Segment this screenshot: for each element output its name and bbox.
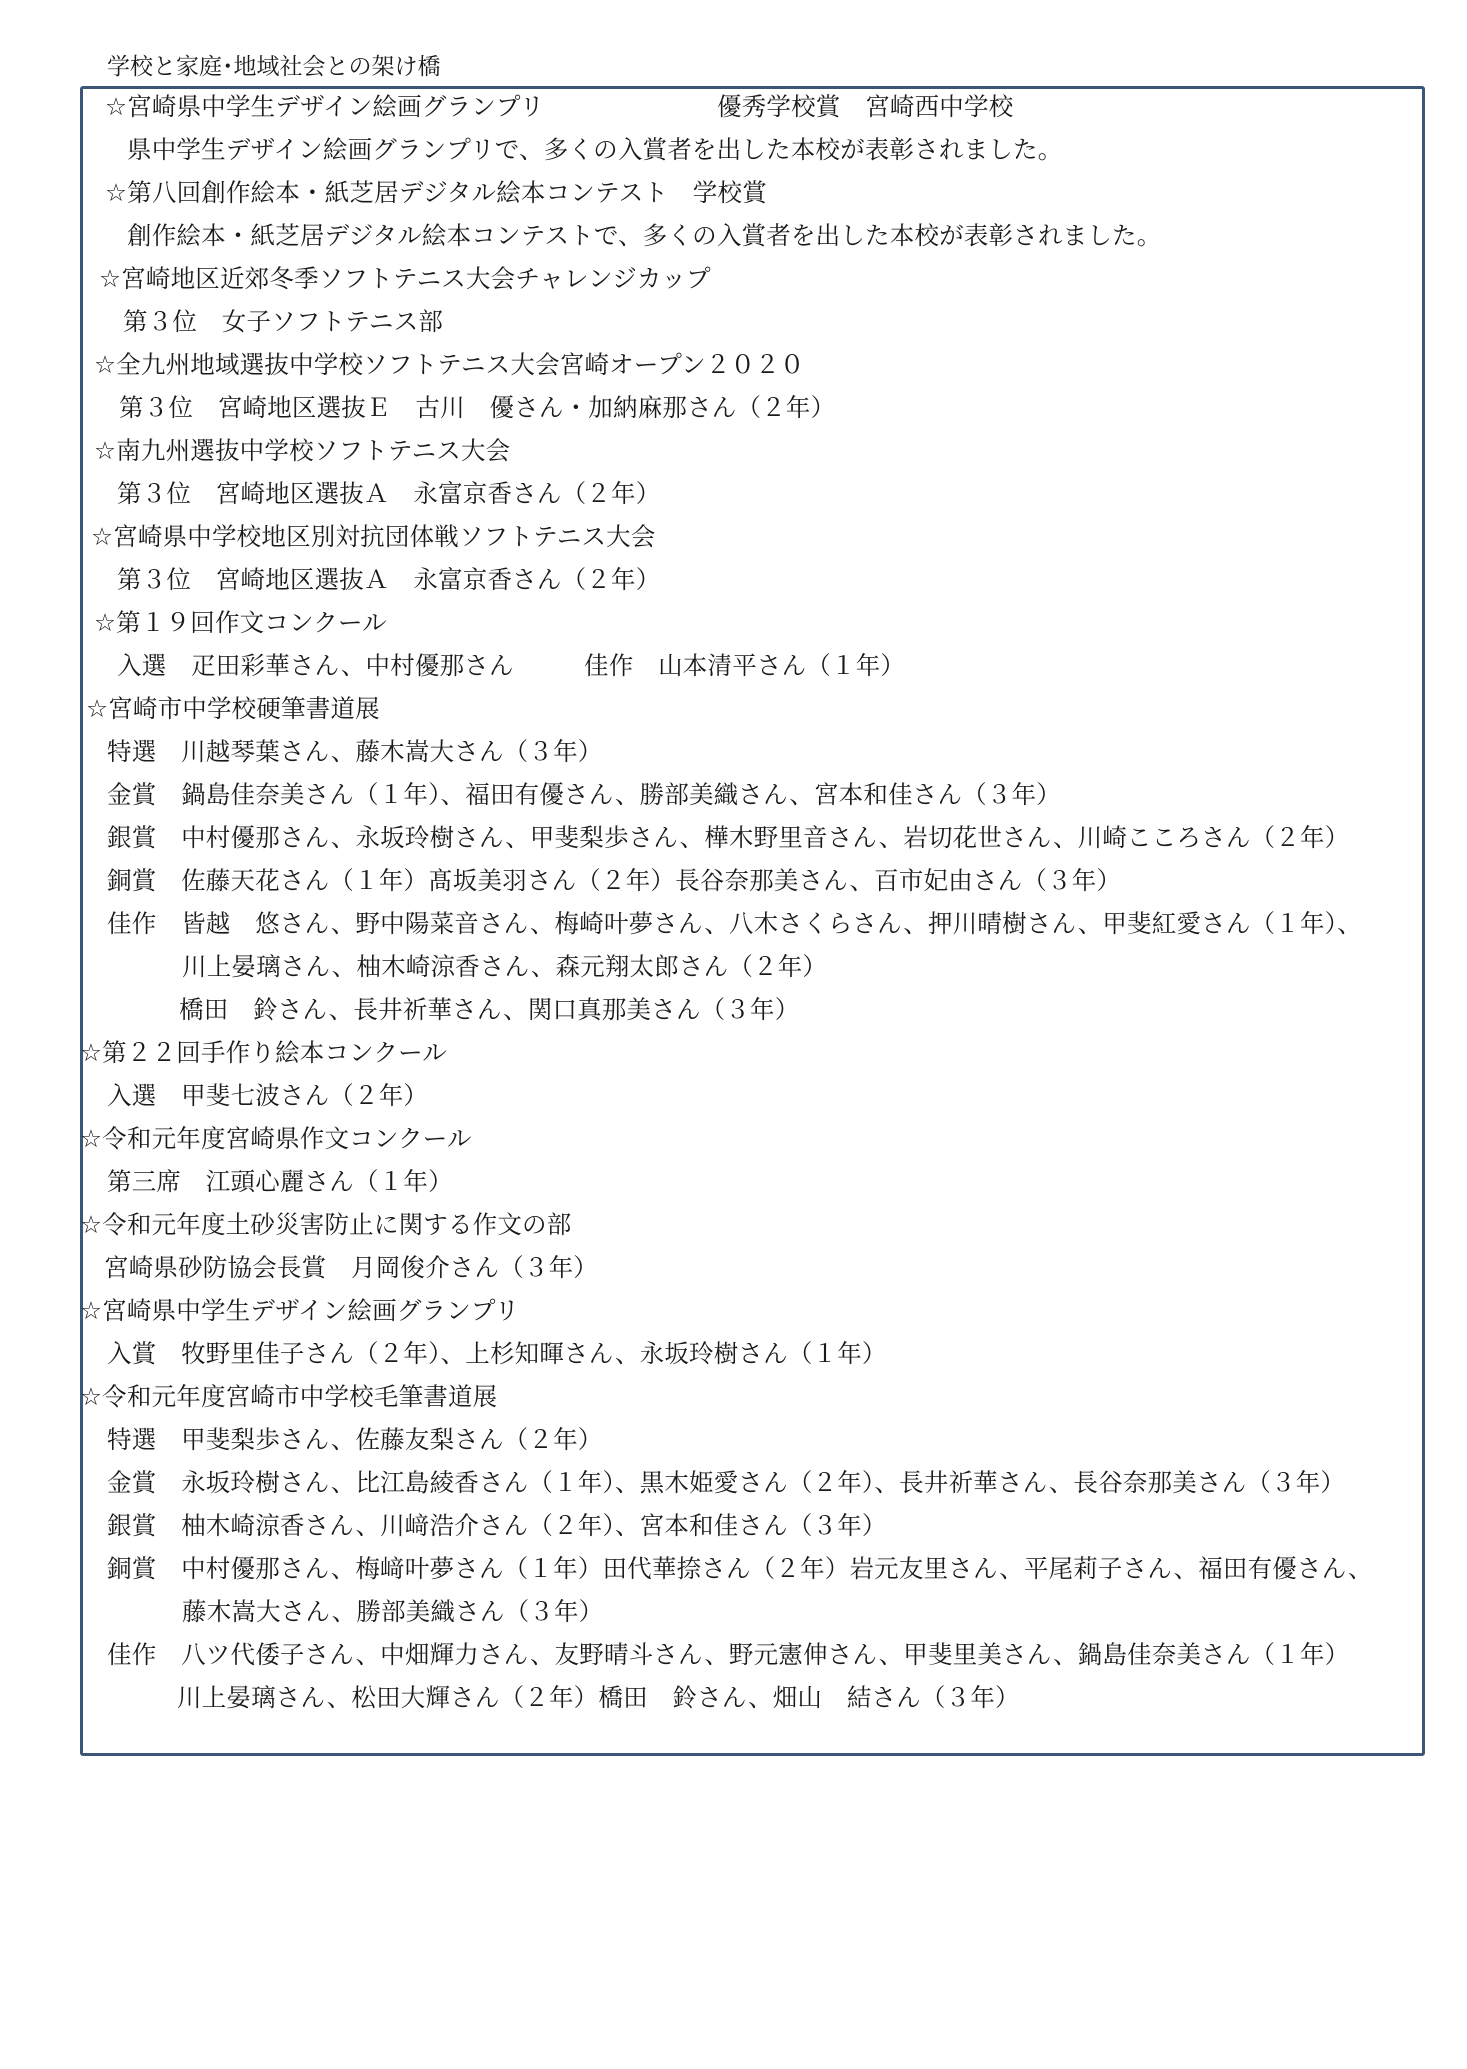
award-heading: ☆第１９回作文コンクール [94, 608, 387, 637]
award-detail: 第３位 宮崎地区選抜Ａ 永富京香さん（２年） [117, 565, 661, 594]
award-detail: 宮崎県砂防協会長賞 月岡俊介さん（３年） [104, 1253, 598, 1282]
award-heading: ☆宮崎地区近郊冬季ソフトテニス大会チャレンジカップ [99, 264, 711, 293]
award-heading: ☆令和元年度宮崎市中学校毛筆書道展 [80, 1382, 498, 1411]
award-detail: 第三席 江頭心麗さん（１年） [107, 1167, 453, 1196]
award-heading: ☆第八回創作絵本・紙芝居デジタル絵本コンテスト 学校賞 [105, 178, 767, 207]
page-header: 学校と家庭･地域社会との架け橋 [107, 54, 441, 80]
award-heading: ☆第２２回手作り絵本コンクール [80, 1038, 447, 1067]
award-detail: 銅賞 中村優那さん、梅﨑叶夢さん（１年）田代華捺さん（２年）岩元友里さん、平尾莉子さん、福田有優さん、 [107, 1554, 1373, 1583]
award-detail: 第３位 宮崎地区選抜Ａ 永富京香さん（２年） [117, 479, 661, 508]
award-detail: 創作絵本・紙芝居デジタル絵本コンテストで、多くの入賞者を出した本校が表彰されました。 [127, 221, 1162, 250]
award-detail: 銀賞 柚木崎涼香さん、川﨑浩介さん（２年）、宮本和佳さん（３年） [107, 1511, 887, 1540]
award-detail: 優秀学校賞 宮崎西中学校 [717, 92, 1014, 121]
award-detail: 佳作 皆越 悠さん、野中陽菜音さん、梅崎叶夢さん、八木さくらさん、押川晴樹さん、甲斐紅愛さん（１年）、 [107, 909, 1362, 938]
award-heading: ☆宮崎県中学生デザイン絵画グランプリ [105, 92, 545, 121]
award-heading: ☆令和元年度宮崎県作文コンクール [80, 1124, 472, 1153]
award-detail: 第３位 宮崎地区選抜Ｅ 古川 優さん・加納麻那さん（２年） [119, 393, 836, 422]
award-heading: ☆宮崎県中学生デザイン絵画グランプリ [80, 1296, 520, 1325]
award-detail: 金賞 鍋島佳奈美さん（１年）、福田有優さん、勝部美織さん、宮本和佳さん（３年） [107, 780, 1061, 809]
award-detail: 藤木嵩大さん、勝部美織さん（３年） [182, 1597, 604, 1626]
award-heading: ☆宮崎県中学校地区別対抗団体戦ソフトテニス大会 [91, 522, 656, 551]
award-heading: ☆南九州選抜中学校ソフトテニス大会 [94, 436, 511, 465]
award-heading: ☆宮崎市中学校硬筆書道展 [86, 694, 380, 723]
award-detail: 特選 甲斐梨歩さん、佐藤友梨さん（２年） [107, 1425, 603, 1454]
award-detail: 第３位 女子ソフトテニス部 [123, 307, 444, 336]
award-detail: 橋田 鈴さん、長井祈華さん、関口真那美さん（３年） [179, 995, 800, 1024]
award-detail: 川上晏璃さん、松田大輝さん（２年）橋田 鈴さん、畑山 結さん（３年） [177, 1683, 1020, 1712]
award-detail: 入選 甲斐七波さん（２年） [107, 1081, 429, 1110]
award-detail: 金賞 永坂玲樹さん、比江島綾香さん（１年）、黒木姫愛さん（２年）、長井祈華さん、長谷奈那美さん（３年） [107, 1468, 1346, 1497]
award-detail: 特選 川越琴葉さん、藤木嵩大さん（３年） [107, 737, 603, 766]
award-detail: 川上晏璃さん、柚木崎涼香さん、森元翔太郎さん（２年） [182, 952, 828, 981]
award-detail: 入選 疋田彩華さん、中村優那さん [117, 651, 514, 680]
award-detail: 銅賞 佐藤天花さん（１年）髙坂美羽さん（２年）長谷奈那美さん、百市妃由さん（３年） [107, 866, 1122, 895]
award-detail: 県中学生デザイン絵画グランプリで、多くの入賞者を出した本校が表彰されました。 [127, 135, 1063, 164]
award-detail: 佳作 山本清平さん（１年） [584, 651, 906, 680]
award-heading: ☆全九州地域選抜中学校ソフトテニス大会宮崎オープン２０２０ [94, 350, 805, 379]
award-detail: 入賞 牧野里佳子さん（２年）、上杉知暉さん、永坂玲樹さん（１年） [107, 1339, 887, 1368]
award-heading: ☆令和元年度土砂災害防止に関する作文の部 [80, 1210, 572, 1239]
award-detail: 銀賞 中村優那さん、永坂玲樹さん、甲斐梨歩さん、樺木野里音さん、岩切花世さん、川崎こころさん（２年） [107, 823, 1350, 852]
award-detail: 佳作 八ツ代倭子さん、中畑輝力さん、友野晴斗さん、野元憲伸さん、甲斐里美さん、鍋島佳奈美さん（１年） [107, 1640, 1350, 1669]
